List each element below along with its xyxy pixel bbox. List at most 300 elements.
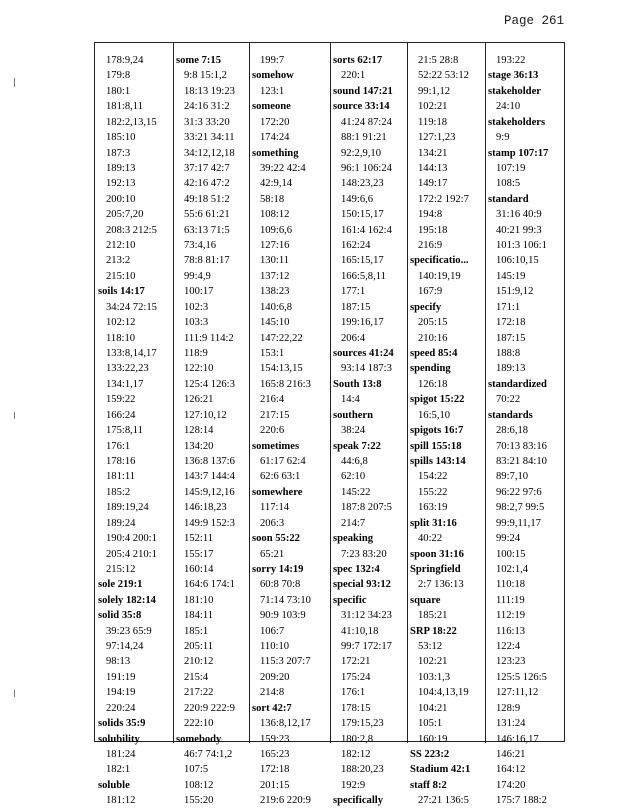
index-page-reference: 101:3 106:1 — [496, 240, 547, 252]
index-page-reference: 41:24 87:24 — [341, 116, 392, 128]
index-page-reference: 146:18,23 — [184, 502, 227, 514]
index-page-reference: 185:2 — [106, 486, 131, 498]
index-page-reference: 153:1 — [260, 348, 285, 360]
index-page-reference: 210:12 — [184, 656, 214, 668]
index-page-reference: 98:13 — [106, 656, 131, 668]
index-page-reference: 187:15 — [341, 301, 371, 313]
index-page-reference: 201:15 — [260, 779, 290, 791]
index-entry-word: southern — [333, 409, 374, 421]
index-page-reference: 194:19 — [106, 687, 136, 699]
index-page-reference: 127:10,12 — [184, 409, 227, 421]
index-page-reference: 165:23 — [260, 748, 290, 760]
index-page-reference: 83:21 84:10 — [496, 455, 547, 467]
index-page-reference: 166:24 — [106, 409, 136, 421]
index-page-reference: 178:16 — [106, 455, 136, 467]
index-page-reference: 191:19 — [106, 671, 136, 683]
index-page-reference: 195:18 — [418, 224, 448, 236]
index-entry-word: stakeholder — [488, 85, 541, 97]
index-entry-word: spigot 15:22 — [410, 394, 465, 406]
index-page-reference: 159:23 — [260, 733, 290, 745]
index-page-reference: 62:6 63:1 — [260, 471, 301, 483]
index-page-reference: 151:9,12 — [496, 286, 534, 298]
index-entry-word: South 13:8 — [333, 378, 382, 390]
index-page-reference: 96:22 97:6 — [496, 486, 542, 498]
index-page-reference: 136:8,12,17 — [260, 718, 311, 730]
index-entry-word: some 7:15 — [176, 55, 222, 66]
index-entry-word: spoon 31:16 — [410, 548, 464, 560]
index-entry-word: soon 55:22 — [252, 533, 300, 545]
index-page-reference: 217:15 — [260, 409, 290, 421]
index-page-reference: 103:1,3 — [418, 671, 451, 683]
index-page-reference: 181:12 — [106, 795, 136, 807]
index-entry-word: source 33:14 — [333, 101, 390, 113]
index-entry-word: spec 132:4 — [333, 563, 380, 575]
index-page-reference: 99:9,11,17 — [496, 517, 541, 529]
index-page-reference: 164:6 174:1 — [184, 579, 235, 591]
index-entry-word: spill 155:18 — [410, 440, 462, 452]
index-page-reference: 2:7 136:13 — [418, 579, 464, 591]
index-page-reference: 180:2,8 — [341, 733, 374, 745]
scan-mark — [14, 412, 15, 419]
index-page-reference: 99:4,9 — [184, 270, 211, 282]
index-page-reference: 110:10 — [260, 641, 290, 653]
index-page-reference: 145:10 — [260, 317, 290, 329]
index-page-reference: 181:24 — [106, 748, 136, 760]
index-entry-word: somewhere — [252, 486, 303, 498]
index-page-reference: 117:14 — [260, 502, 290, 514]
index-page-reference: 155:17 — [184, 548, 214, 560]
index-entry-word: Springfield — [410, 563, 461, 575]
index-page-reference: 154:13,15 — [260, 363, 303, 375]
scan-mark — [14, 690, 15, 697]
index-entry-word: specificatio... — [410, 255, 469, 267]
index-page-reference: 134:21 — [418, 147, 448, 159]
index-page-reference: 161:4 162:4 — [341, 224, 392, 236]
index-page-reference: 166:5,8,11 — [341, 270, 386, 282]
index-page-reference: 123:1 — [260, 85, 285, 97]
index-page-reference: 216:9 — [418, 240, 443, 252]
index-page-reference: 138:23 — [260, 286, 290, 298]
index-page-reference: 7:23 83:20 — [341, 548, 387, 560]
index-entry-word: stakeholders — [488, 116, 546, 128]
index-page-reference: 58:18 — [260, 193, 285, 205]
index-column-5 — [407, 43, 485, 807]
index-page-reference: 65:21 — [260, 548, 285, 560]
index-page-reference: 133:22,23 — [106, 363, 149, 375]
index-page-reference: 90:9 103:9 — [260, 610, 306, 622]
index-page-reference: 34:12,12,18 — [184, 147, 235, 159]
index-page-reference: 63:13 71:5 — [184, 224, 230, 236]
index-page-reference: 174:24 — [260, 132, 290, 144]
index-page-reference: 38:24 — [341, 425, 366, 437]
index-page-reference: 214:8 — [260, 687, 285, 699]
index-page-reference: 145:19 — [496, 270, 526, 282]
index-page-reference: 89:7,10 — [496, 471, 529, 483]
index-page-reference: 219:6 220:9 — [260, 795, 311, 807]
index-page-reference: 181:10 — [184, 594, 214, 606]
index-page-reference: 16:5,10 — [418, 409, 451, 421]
index-page-reference: 188:8 — [496, 348, 521, 360]
index-entry-word: specific — [333, 594, 367, 606]
index-page-reference: 131:24 — [496, 718, 526, 730]
index-page-reference: 174:20 — [496, 779, 526, 791]
index-entry-word: standard — [488, 193, 529, 205]
index-page-reference: 111:9 114:2 — [184, 332, 234, 344]
index-page-reference: 31:16 40:9 — [496, 209, 542, 221]
index-page-reference: 185:1 — [184, 625, 209, 637]
index-page-reference: 109:6,6 — [260, 224, 293, 236]
index-page-reference: 178:9,24 — [106, 55, 144, 66]
index-page-reference: 112:19 — [496, 610, 526, 622]
index-page-reference: 116:13 — [496, 625, 526, 637]
index-page-reference: 41:10,18 — [341, 625, 379, 637]
index-page-reference: 192:9 — [341, 779, 366, 791]
index-entry-word: special 93:12 — [333, 579, 391, 591]
index-page-reference: 34:24 72:15 — [106, 301, 157, 313]
index-page-reference: 24:10 — [496, 101, 521, 113]
index-page-reference: 18:13 19:23 — [184, 85, 235, 97]
index-page-reference: 185:21 — [418, 610, 448, 622]
index-page-reference: 182:12 — [341, 748, 371, 760]
index-entry-word: solubility — [98, 733, 140, 745]
index-column-4 — [330, 43, 407, 807]
page-number: Page 261 — [503, 14, 564, 28]
index-page-reference: 210:16 — [418, 332, 448, 344]
index-page-reference: 176:1 — [106, 440, 131, 452]
index-page-reference: 39:23 65:9 — [106, 625, 152, 637]
index-page-reference: 24:16 31:2 — [184, 101, 230, 113]
index-entry-word: soluble — [98, 779, 130, 791]
index-page-reference: 127:11,12 — [496, 687, 539, 699]
index-page-reference: 42:9,14 — [260, 178, 293, 190]
index-entry-word: sound 147:21 — [333, 85, 393, 97]
index-page-reference: 70:22 — [496, 394, 521, 406]
index-page-reference: 146:16,17 — [496, 733, 539, 745]
index-entry-word: speak 7:22 — [333, 440, 381, 452]
index-entry-word: specify — [410, 301, 442, 313]
index-page-reference: 187:8 207:5 — [341, 502, 392, 514]
index-page-reference: 189:24 — [106, 517, 136, 529]
index-page-reference: 209:20 — [260, 671, 290, 683]
index-page-reference: 213:2 — [106, 255, 131, 267]
column-divider — [407, 43, 408, 743]
index-page-reference: 180:1 — [106, 85, 131, 97]
index-page-reference: 148:23,23 — [341, 178, 384, 190]
index-page-reference: 175:7 188:2 — [496, 795, 547, 807]
index-page-reference: 206:4 — [341, 332, 366, 344]
index-page-reference: 212:10 — [106, 240, 136, 252]
index-page-reference: 104:21 — [418, 702, 448, 714]
column-divider — [249, 43, 250, 743]
index-page-reference: 123:23 — [496, 656, 526, 668]
index-page-reference: 160:14 — [184, 563, 214, 575]
index-page-reference: 189:19,24 — [106, 502, 149, 514]
index-page-reference: 193:22 — [496, 55, 526, 66]
index-page-reference: 28:6,18 — [496, 425, 529, 437]
index-page-reference: 187:15 — [496, 332, 526, 344]
index-entry-word: spigots 16:7 — [410, 425, 464, 437]
index-page-reference: 125:4 126:3 — [184, 378, 235, 390]
index-page-reference: 93:14 187:3 — [341, 363, 392, 375]
index-entry-word: staff 8:2 — [410, 779, 447, 791]
index-page-reference: 181:11 — [106, 471, 136, 483]
index-page-reference: 189:13 — [106, 162, 136, 174]
index-page-reference: 146:21 — [496, 748, 526, 760]
column-divider — [330, 43, 331, 743]
index-page-reference: 31:3 33:20 — [184, 116, 230, 128]
index-page-reference: 199:7 — [260, 55, 285, 66]
index-page-reference: 181:8,11 — [106, 101, 143, 113]
index-entry-word: somehow — [252, 70, 294, 82]
index-page-reference: 177:1 — [341, 286, 366, 298]
index-entry-word: spills 143:14 — [410, 455, 466, 467]
index-entry-word: spending — [410, 363, 451, 375]
index-page-reference: 172:20 — [260, 116, 290, 128]
index-page-reference: 172:21 — [341, 656, 371, 668]
index-page-reference: 118:10 — [106, 332, 136, 344]
index-page-reference: 14:4 — [341, 394, 360, 406]
index-page-reference: 102:21 — [418, 656, 448, 668]
index-entry-word: solid 35:8 — [98, 610, 142, 622]
index-page-reference: 130:11 — [260, 255, 290, 267]
index-page-reference: 182:2,13,15 — [106, 116, 157, 128]
index-page-reference: 152:11 — [184, 533, 214, 545]
index-page-reference: 27:21 136:5 — [418, 795, 469, 807]
index-page-reference: 199:16,17 — [341, 317, 384, 329]
index-page-reference: 208:3 212:5 — [106, 224, 157, 236]
index-page-reference: 106:7 — [260, 625, 285, 637]
index-page-reference: 60:8 70:8 — [260, 579, 301, 591]
index-entry-word: soils 14:17 — [98, 286, 145, 298]
index-page-reference: 108:12 — [184, 779, 214, 791]
index-page-reference: 92:2,9,10 — [341, 147, 382, 159]
index-entry-word: split 31:16 — [410, 517, 457, 529]
scan-mark — [14, 78, 15, 87]
index-page-reference: 33:21 34:11 — [184, 132, 235, 144]
index-page-reference: 171:1 — [496, 301, 521, 313]
index-page-reference: 154:22 — [418, 471, 448, 483]
index-page-reference: 178:15 — [341, 702, 371, 714]
index-page-reference: 145:9,12,16 — [184, 486, 235, 498]
index-page-reference: 220:9 222:9 — [184, 702, 235, 714]
index-page-reference: 155:20 — [184, 795, 214, 807]
index-page-reference: 136:8 137:6 — [184, 455, 235, 467]
index-page-reference: 149:6,6 — [341, 193, 374, 205]
index-column-2 — [173, 43, 249, 807]
index-page-reference: 102:1,4 — [496, 563, 529, 575]
index-page-reference: 137:12 — [260, 270, 290, 282]
index-page-reference: 172:18 — [260, 764, 290, 776]
index-page-reference: 162:24 — [341, 240, 371, 252]
index-column-6 — [485, 43, 566, 807]
index-page-reference: 172:18 — [496, 317, 526, 329]
index-entry-word: solely 182:14 — [98, 594, 156, 606]
index-entry-word: solids 35:9 — [98, 718, 146, 730]
index-page-reference: 134:1,17 — [106, 378, 144, 390]
index-entry-word: stamp 107:17 — [488, 147, 549, 159]
index-entry-word: SS 223:2 — [410, 748, 450, 760]
index-page-reference: 40:22 — [418, 533, 443, 545]
index-page-reference: 40:21 99:3 — [496, 224, 542, 236]
index-page-reference: 110:18 — [496, 579, 526, 591]
index-page-reference: 126:18 — [418, 378, 448, 390]
index-page-reference: 44:6,8 — [341, 455, 368, 467]
index-page-reference: 119:18 — [418, 116, 448, 128]
index-page-reference: 122:10 — [184, 363, 214, 375]
index-page-reference: 127:1,23 — [418, 132, 456, 144]
index-page-reference: 206:3 — [260, 517, 285, 529]
index-page-reference: 99:24 — [496, 533, 521, 545]
index-page-reference: 102:3 — [184, 301, 209, 313]
index-page-reference: 172:2 192:7 — [418, 193, 469, 205]
word-index-table — [94, 42, 565, 807]
index-page-reference: 188:20,23 — [341, 764, 384, 776]
index-page-reference: 73:4,16 — [184, 240, 217, 252]
index-entry-word: sole 219:1 — [98, 579, 143, 591]
index-page-reference: 144:13 — [418, 162, 448, 174]
index-page-reference: 128:9 — [496, 702, 521, 714]
index-page-reference: 9:8 15:1,2 — [184, 70, 227, 82]
index-page-reference: 55:6 61:21 — [184, 209, 230, 221]
index-entry-word: stage 36:13 — [488, 70, 539, 82]
index-page-reference: 39:22 42:4 — [260, 162, 306, 174]
index-entry-word: Stadium 42:1 — [410, 764, 471, 776]
index-entry-word: sorry 14:19 — [252, 563, 304, 575]
index-page-reference: 175:8,11 — [106, 425, 143, 437]
index-page-reference: 99:7 172:17 — [341, 641, 392, 653]
index-page-reference: 100:15 — [496, 548, 526, 560]
index-page-reference: 143:7 144:4 — [184, 471, 235, 483]
index-page-reference: 96:1 106:24 — [341, 162, 392, 174]
index-page-reference: 9:9 — [496, 132, 510, 144]
index-page-reference: 122:4 — [496, 641, 521, 653]
index-entry-word: sources 41:24 — [333, 348, 394, 360]
index-page-reference: 71:14 73:10 — [260, 594, 311, 606]
index-page-reference: 97:14,24 — [106, 641, 144, 653]
index-page-reference: 215:4 — [184, 671, 209, 683]
index-page-reference: 192:13 — [106, 178, 136, 190]
index-column-3 — [249, 43, 330, 807]
index-page-reference: 52:22 53:12 — [418, 70, 469, 82]
index-page-reference: 102:12 — [106, 317, 136, 329]
index-page-reference: 61:17 62:4 — [260, 455, 306, 467]
index-page-reference: 42:16 47:2 — [184, 178, 230, 190]
index-page-reference: 108:5 — [496, 178, 521, 190]
index-page-reference: 70:13 83:16 — [496, 440, 547, 452]
index-entry-word: someone — [252, 101, 291, 113]
index-page-reference: 165:8 216:3 — [260, 378, 311, 390]
index-page-reference: 108:12 — [260, 209, 290, 221]
index-page-reference: 115:3 207:7 — [260, 656, 311, 668]
index-page-reference: 220:6 — [260, 425, 285, 437]
index-entry-word: specifically — [333, 795, 384, 807]
index-page-reference: 49:18 51:2 — [184, 193, 230, 205]
index-entry-word: sorts 62:17 — [333, 55, 383, 66]
index-page-reference: 100:17 — [184, 286, 214, 298]
index-page-reference: 215:10 — [106, 270, 136, 282]
index-column-1 — [95, 43, 173, 807]
index-page-reference: 194:8 — [418, 209, 443, 221]
index-page-reference: 187:3 — [106, 147, 131, 159]
index-entry-word: speaking — [333, 533, 374, 545]
index-entry-word: somebody — [176, 733, 222, 745]
index-page-reference: 107:19 — [496, 162, 526, 174]
index-page-reference: 184:11 — [184, 610, 214, 622]
index-page-reference: 53:12 — [418, 641, 443, 653]
index-page-reference: 98:2,7 99:5 — [496, 502, 545, 514]
index-page-reference: 214:7 — [341, 517, 366, 529]
index-page-reference: 106:10,15 — [496, 255, 539, 267]
index-page-reference: 155:22 — [418, 486, 448, 498]
index-page-reference: 118:9 — [184, 348, 208, 360]
index-page-reference: 125:5 126:5 — [496, 671, 547, 683]
index-page-reference: 128:14 — [184, 425, 214, 437]
index-page-reference: 78:8 81:17 — [184, 255, 230, 267]
index-page-reference: 189:13 — [496, 363, 526, 375]
index-page-reference: 103:3 — [184, 317, 209, 329]
index-page-reference: 102:21 — [418, 101, 448, 113]
index-page-reference: 164:12 — [496, 764, 526, 776]
index-page-reference: 176:1 — [341, 687, 366, 699]
index-entry-word: sometimes — [252, 440, 300, 452]
index-page-reference: 217:22 — [184, 687, 214, 699]
index-page-reference: 205:4 210:1 — [106, 548, 157, 560]
index-page-reference: 182:1 — [106, 764, 131, 776]
index-page-reference: 134:20 — [184, 440, 214, 452]
column-divider — [485, 43, 486, 743]
index-page-reference: 140:6,8 — [260, 301, 293, 313]
index-page-reference: 126:21 — [184, 394, 214, 406]
index-page-reference: 62:10 — [341, 471, 366, 483]
index-page-reference: 31:12 34:23 — [341, 610, 392, 622]
index-page-reference: 21:5 28:8 — [418, 55, 459, 66]
index-page-reference: 216:4 — [260, 394, 285, 406]
column-divider — [173, 43, 174, 743]
index-page-reference: 200:10 — [106, 193, 136, 205]
index-page-reference: 185:10 — [106, 132, 136, 144]
index-page-reference: 150:15,17 — [341, 209, 384, 221]
index-page-reference: 127:16 — [260, 240, 290, 252]
index-page-reference: 167:9 — [418, 286, 443, 298]
index-page-reference: 160:19 — [418, 733, 448, 745]
index-entry-word: SRP 18:22 — [410, 625, 457, 637]
index-page-reference: 140:19,19 — [418, 270, 461, 282]
index-page-reference: 37:17 42:7 — [184, 162, 230, 174]
index-page-reference: 111:19 — [496, 594, 525, 606]
index-page-reference: 205:15 — [418, 317, 448, 329]
index-entry-word: something — [252, 147, 299, 159]
index-page-reference: 88:1 91:21 — [341, 132, 387, 144]
index-page-reference: 220:24 — [106, 702, 136, 714]
index-page-reference: 205:7,20 — [106, 209, 144, 221]
index-page-reference: 133:8,14,17 — [106, 348, 157, 360]
index-page-reference: 215:12 — [106, 563, 136, 575]
index-page-reference: 175:24 — [341, 671, 371, 683]
index-page-reference: 222:10 — [184, 718, 214, 730]
index-page-reference: 147:22,22 — [260, 332, 303, 344]
index-page-reference: 99:1,12 — [418, 85, 451, 97]
index-entry-word: speed 85:4 — [410, 348, 458, 360]
index-page-reference: 159:22 — [106, 394, 136, 406]
index-page-reference: 163:19 — [418, 502, 448, 514]
index-page-reference: 149:17 — [418, 178, 448, 190]
index-page-reference: 145:22 — [341, 486, 371, 498]
index-entry-word: standardized — [488, 378, 547, 390]
index-page-reference: 179:8 — [106, 70, 131, 82]
index-entry-word: standards — [488, 409, 533, 421]
index-page-reference: 190:4 200:1 — [106, 533, 157, 545]
index-page-reference: 165:15,17 — [341, 255, 384, 267]
